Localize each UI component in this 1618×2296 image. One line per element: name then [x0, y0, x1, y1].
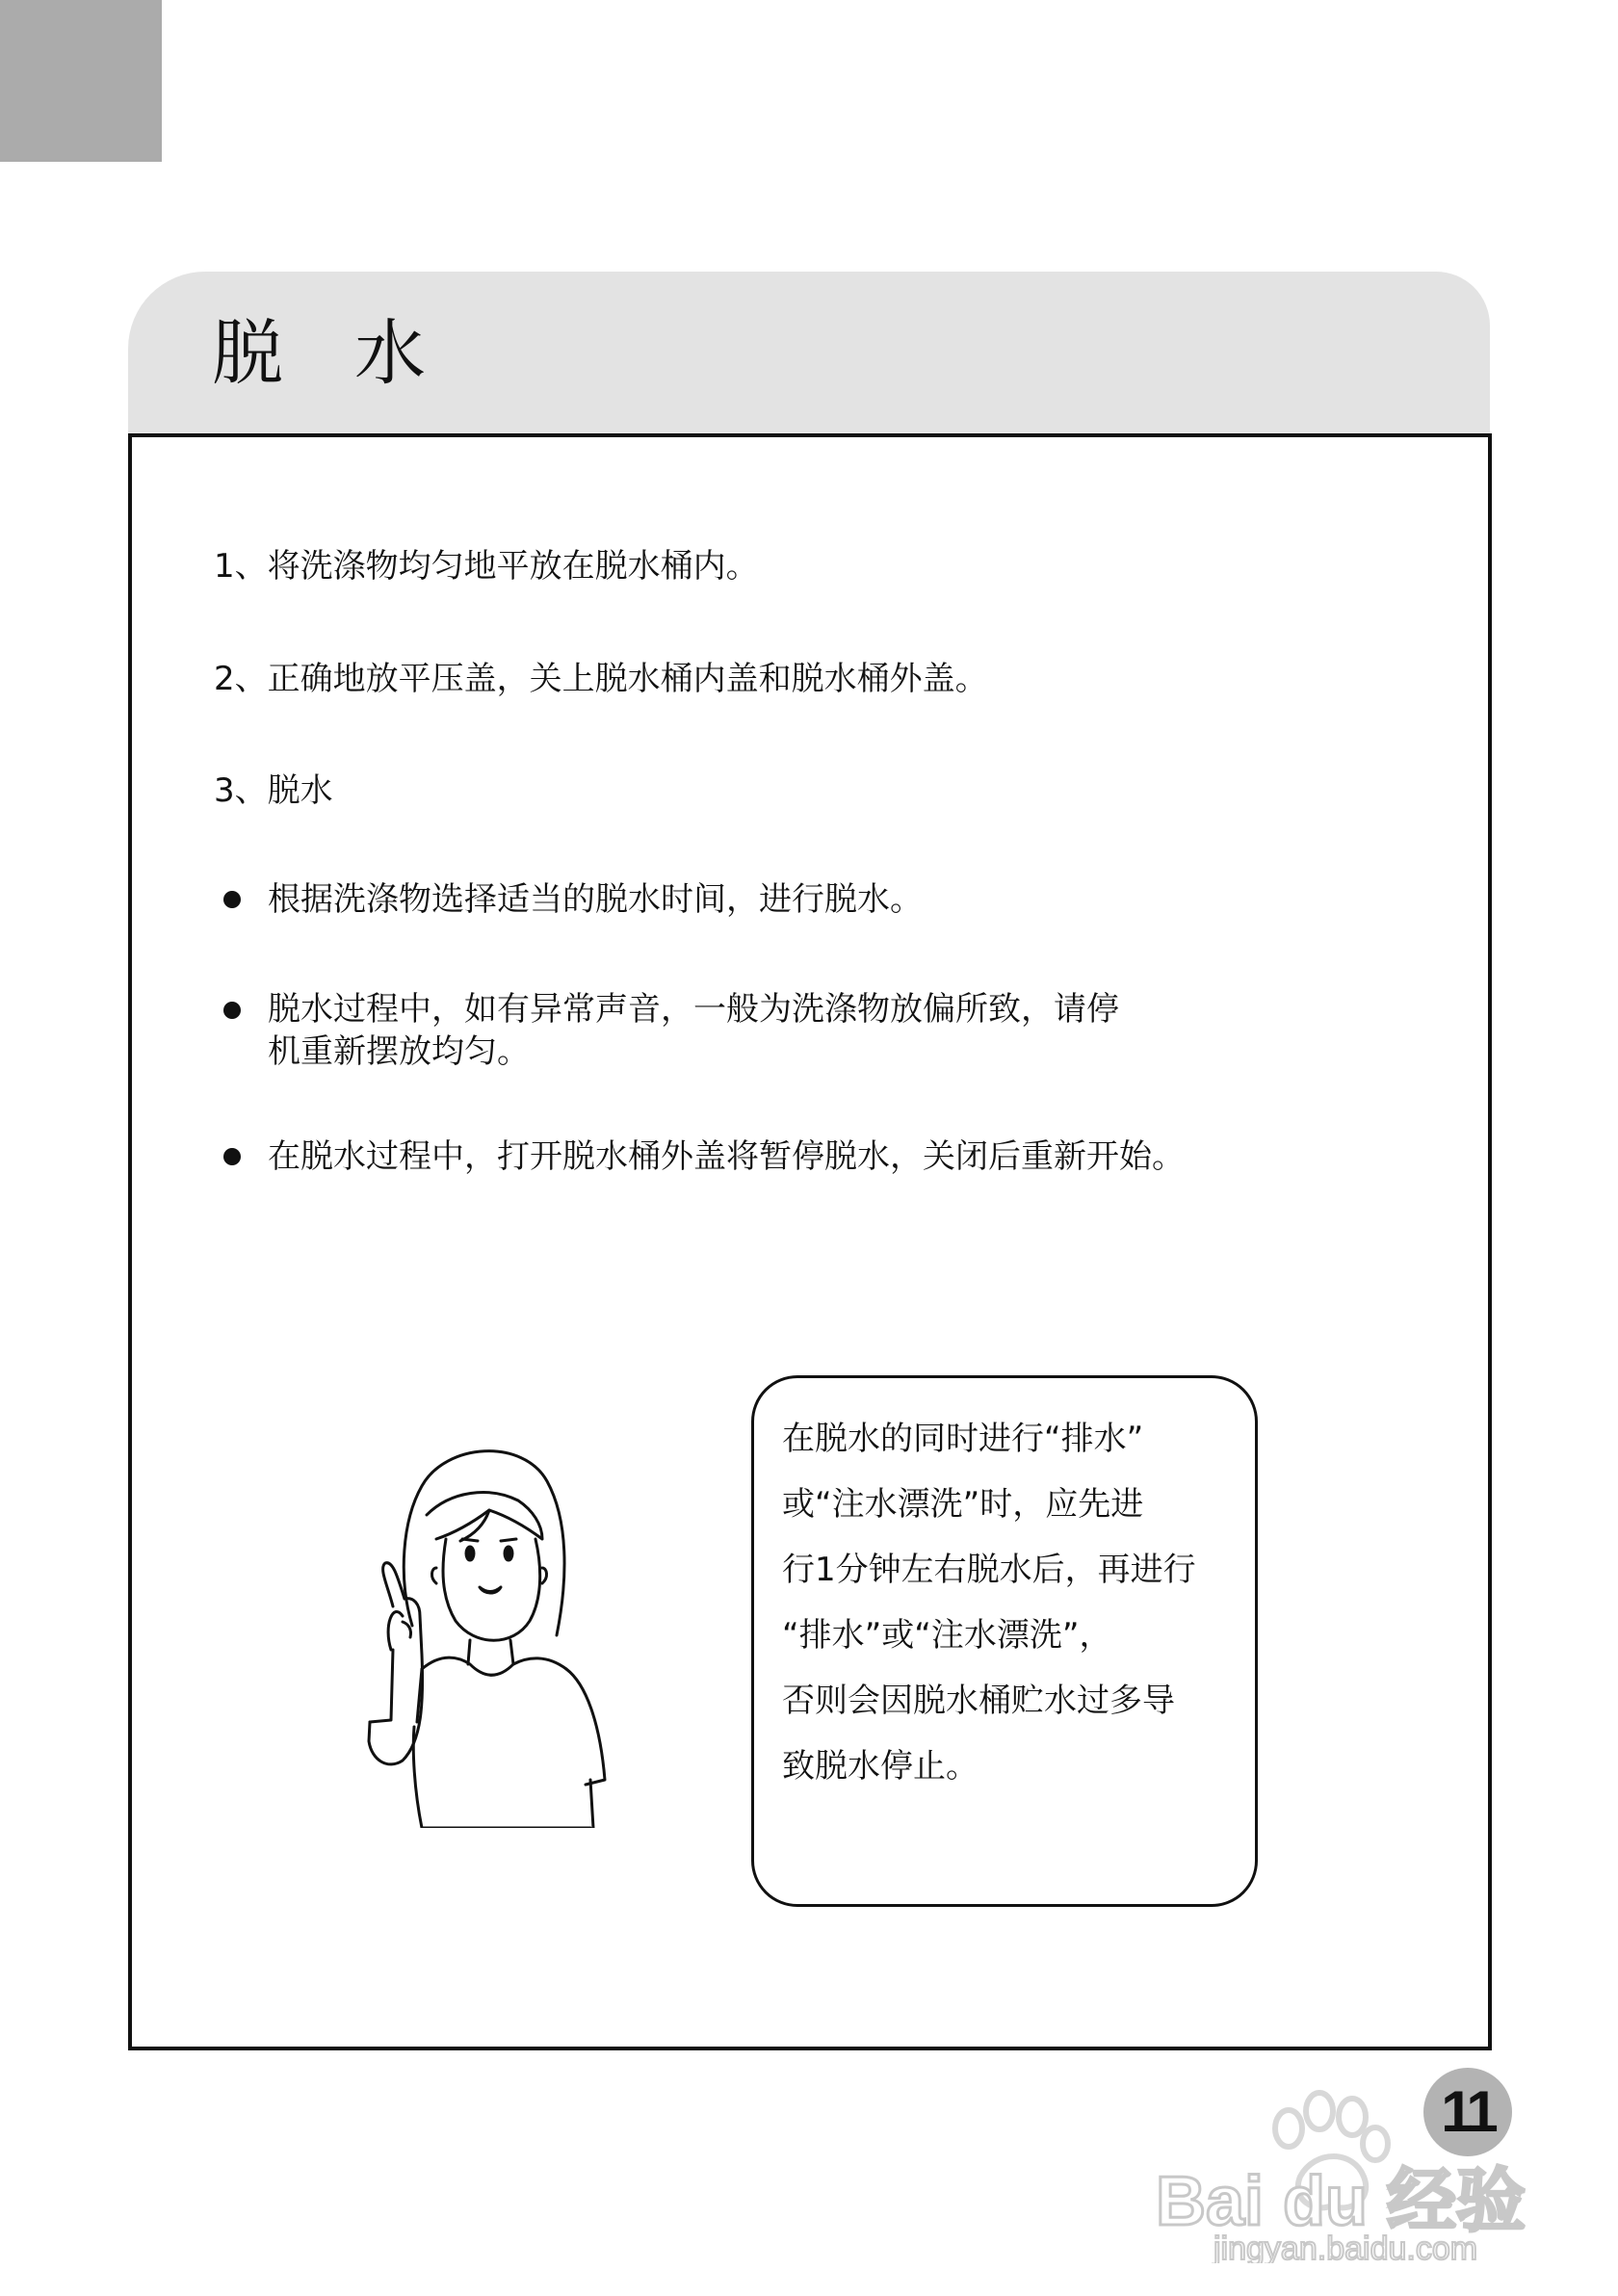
page-number: 11: [1441, 2079, 1495, 2144]
step-2: 2、正确地放平压盖，关上脱水桶内盖和脱水桶外盖。: [214, 660, 988, 698]
bullet-dot: [223, 1002, 241, 1019]
corner-tab: [0, 0, 162, 162]
bullet-item-1: 根据洗涤物选择适当的脱水时间，进行脱水。: [268, 880, 923, 919]
step-3: 3、脱水: [214, 771, 333, 810]
woman-pointing-illustration: [345, 1433, 624, 1832]
baidu-watermark: [1146, 2071, 1579, 2267]
bullet-item-2: 脱水过程中，如有异常声音，一般为洗涤物放偏所致，请停 机重新摆放均匀。: [268, 990, 1119, 1071]
section-title: 脱水: [212, 312, 497, 395]
bullet-item-3: 在脱水过程中，打开脱水桶外盖将暂停脱水，关闭后重新开始。: [268, 1137, 1185, 1176]
step-1: 1、将洗涤物均匀地平放在脱水桶内。: [214, 547, 759, 586]
baidu-paw-icon: [1146, 2071, 1579, 2263]
watermark-url: jingyan.baidu.com: [1214, 2231, 1478, 2263]
bullet-dot: [223, 891, 241, 908]
watermark-brand: Bai du 经验: [1156, 2163, 1527, 2240]
bullet-dot: [223, 1148, 241, 1165]
note-text: 在脱水的同时进行“排水” 或“注水漂洗”时，应先进 行1分钟左右脱水后，再进行 “排水”或“注水漂洗”， 否则会因脱水桶贮水过多导 致脱水停止。: [782, 1420, 1196, 1786]
